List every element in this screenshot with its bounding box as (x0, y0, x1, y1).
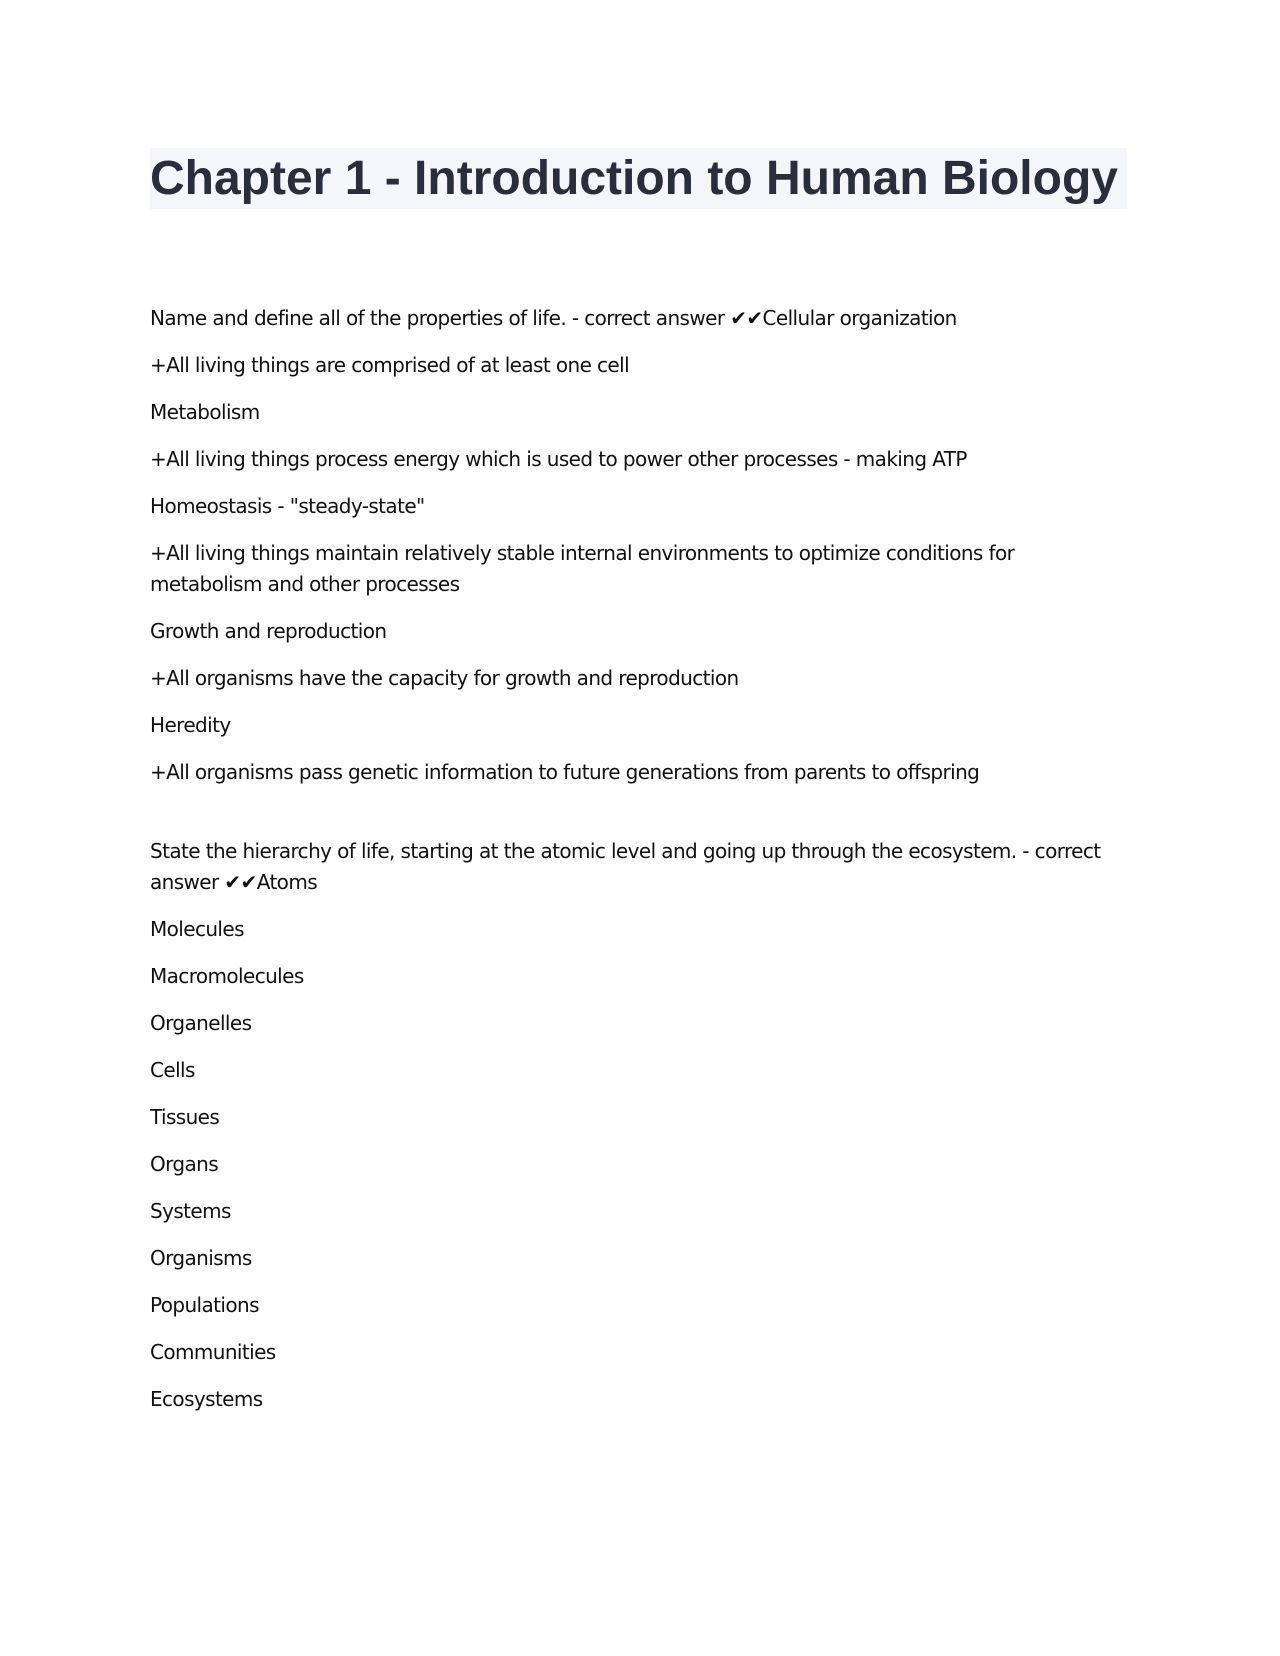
question-line: State the hierarchy of life, starting at the atomic level and going up through the ecosystem. - correct answer ✔✔Atoms (150, 839, 1101, 894)
answer-line: Organelles (150, 1011, 252, 1035)
answer-line: Systems (150, 1199, 231, 1223)
answer-line: Communities (150, 1340, 276, 1364)
answer-line: +All living things maintain relatively stable internal environments to optimize conditions for metabolism and other processes (150, 541, 1015, 596)
hierarchy-of-life-section (150, 836, 1127, 1415)
answer-line: Homeostasis - "steady-state" (150, 494, 425, 518)
page-title: Chapter 1 - Introduction to Human Biology (150, 152, 1118, 205)
answer-line: +All living things are comprised of at least one cell (150, 353, 630, 377)
answer-line: Organs (150, 1152, 219, 1176)
answer-line: Metabolism (150, 400, 260, 424)
answer-line: Ecosystems (150, 1387, 263, 1411)
answer-line: Heredity (150, 713, 231, 737)
answer-line: +All living things process energy which is used to power other processes - making ATP (150, 447, 967, 471)
answer-line: Cells (150, 1058, 195, 1082)
answer-line: Organisms (150, 1246, 252, 1270)
answer-line: Macromolecules (150, 964, 304, 988)
answer-line: Populations (150, 1293, 259, 1317)
answer-line: Molecules (150, 917, 244, 941)
document-page (150, 148, 1127, 1431)
answer-line: Growth and reproduction (150, 619, 387, 643)
title-block (150, 148, 1127, 209)
answer-line: +All organisms have the capacity for growth and reproduction (150, 666, 739, 690)
answer-line: +All organisms pass genetic information to future generations from parents to offspring (150, 760, 980, 784)
properties-of-life-section (150, 303, 1127, 788)
question-line: Name and define all of the properties of life. - correct answer ✔✔Cellular organization (150, 306, 957, 330)
answer-line: Tissues (150, 1105, 220, 1129)
